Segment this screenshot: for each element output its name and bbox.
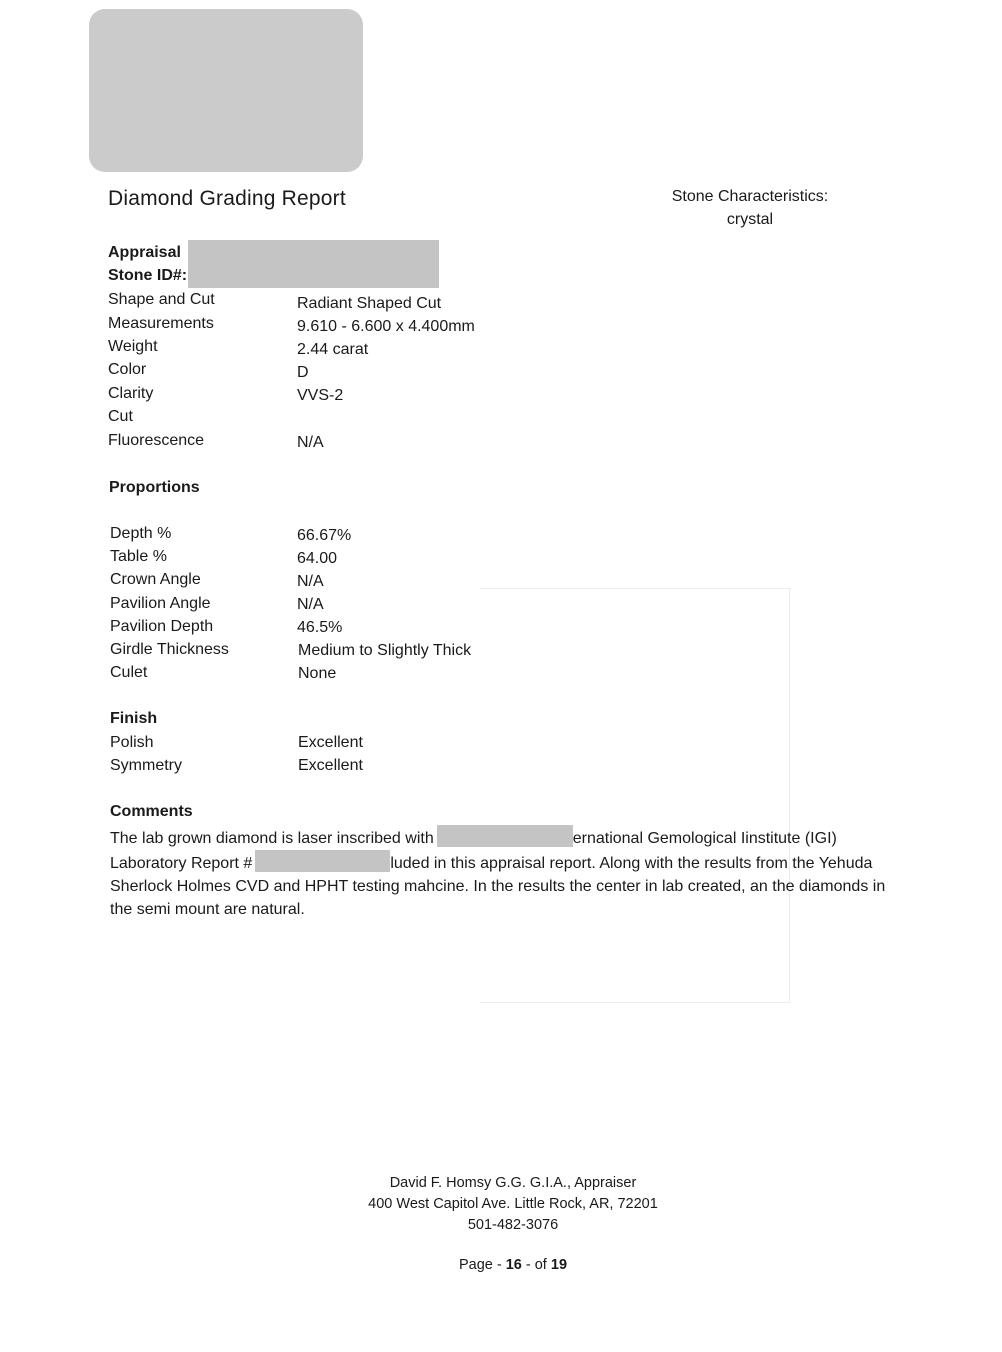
show-through-line <box>789 588 790 1003</box>
detail-value: N/A <box>297 434 324 451</box>
report-title: Diamond Grading Report <box>108 187 346 210</box>
appraisal-label: Appraisal <box>108 244 181 261</box>
detail-value: Radiant Shaped Cut <box>297 295 442 312</box>
finish-value: Excellent <box>298 734 363 751</box>
comments-heading: Comments <box>110 803 193 820</box>
appraiser-phone: 501-482-3076 <box>467 1217 559 1233</box>
stone-id-label: Stone ID#: <box>108 267 188 284</box>
comments-text-part: Laboratory Report # <box>110 855 253 872</box>
proportion-label: Depth % <box>110 525 172 542</box>
detail-label: Cut <box>108 408 133 425</box>
appraiser-name: David F. Homsy G.G. G.I.A., Appraiser <box>389 1175 637 1191</box>
detail-label: Clarity <box>108 385 154 402</box>
show-through-line <box>480 588 790 589</box>
show-through-line <box>480 1002 790 1003</box>
proportion-value: N/A <box>297 596 324 613</box>
proportion-label: Crown Angle <box>110 571 201 588</box>
appraiser-address: 400 West Capitol Ave. Little Rock, AR, 72201 <box>368 1196 658 1212</box>
comments-text-part: The lab grown diamond is laser inscribed with <box>110 830 434 847</box>
page-number-current: 16 <box>505 1257 522 1273</box>
proportion-label: Culet <box>110 664 148 681</box>
detail-value: 9.610 - 6.600 x 4.400mm <box>297 318 475 335</box>
stone-characteristics <box>650 185 850 231</box>
redacted-appraisal-id <box>188 240 439 288</box>
redacted-inscription <box>437 825 573 847</box>
proportion-label: Table % <box>110 548 167 565</box>
comments-text-part: luded in this appraisal report. Along with the results from the Yehuda Sherlock Holmes CVD and HPHT testing mahcine. In the results the center in lab created, an the diamonds in the semi mount are natural. <box>110 855 886 918</box>
comments-body <box>110 825 910 921</box>
proportion-value: 46.5% <box>297 619 343 636</box>
detail-label: Color <box>108 361 147 378</box>
finish-label: Polish <box>110 734 154 751</box>
finish-value: Excellent <box>298 757 363 774</box>
redacted-logo-area <box>89 9 363 172</box>
stone-characteristics-label: Stone Characteristics: <box>671 188 829 205</box>
appraiser-footer <box>300 1173 726 1236</box>
finish-heading: Finish <box>110 710 158 727</box>
page-number-prefix: Page - <box>458 1257 506 1273</box>
finish-label: Symmetry <box>110 757 182 774</box>
page-number <box>400 1257 626 1273</box>
detail-label: Shape and Cut <box>108 291 215 308</box>
proportion-value: N/A <box>297 573 324 590</box>
proportion-value: None <box>298 665 337 682</box>
page-number-middle: - of <box>521 1257 551 1273</box>
proportion-label: Girdle Thickness <box>110 641 229 658</box>
detail-value: D <box>297 364 309 381</box>
detail-value: VVS-2 <box>297 387 344 404</box>
proportion-value: Medium to Slightly Thick <box>298 642 472 659</box>
detail-label: Fluorescence <box>108 432 205 449</box>
proportions-heading: Proportions <box>109 479 200 496</box>
redacted-report-number <box>255 850 390 872</box>
detail-label: Measurements <box>108 315 214 332</box>
proportion-value: 66.67% <box>297 527 352 544</box>
proportion-value: 64.00 <box>297 550 338 567</box>
proportion-label: Pavilion Depth <box>110 618 214 635</box>
stone-characteristics-value: crystal <box>726 211 774 228</box>
proportion-label: Pavilion Angle <box>110 595 211 612</box>
comments-text-part: ernational Gemological Iinstitute (IGI) <box>572 830 837 847</box>
detail-value: 2.44 carat <box>297 341 369 358</box>
detail-label: Weight <box>108 338 158 355</box>
page-number-total: 19 <box>550 1257 568 1273</box>
